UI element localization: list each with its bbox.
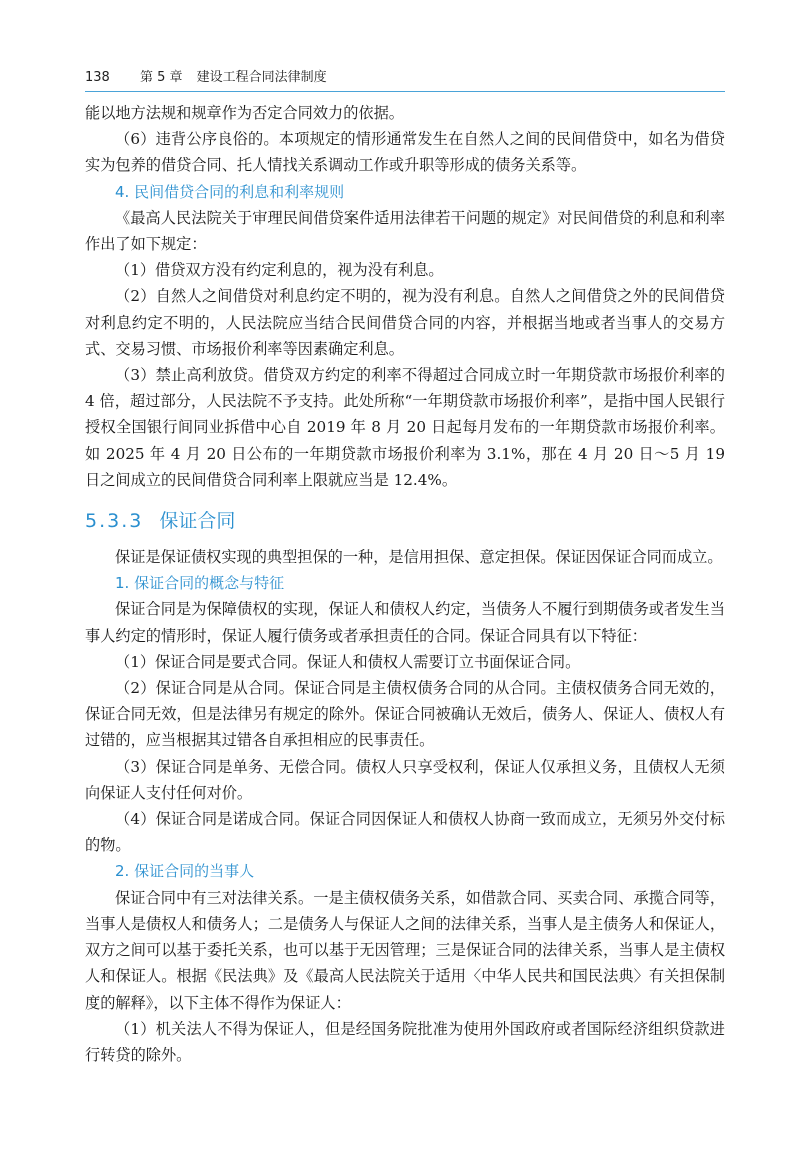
- paragraph: 《最高人民法院关于审理民间借贷案件适用法律若干问题的规定》对民间借贷的利息和利率作出了如下规定：: [85, 208, 725, 254]
- paragraph: （3）保证合同是单务、无偿合同。债权人只享受权利，保证人仅承担义务，且债权人无须向保证人支付任何对价。: [85, 757, 725, 802]
- paragraph: （2）自然人之间借贷对利息约定不明的，视为没有利息。自然人之间借贷之外的民间借贷对利息约定不明的，人民法院应当结合民间借贷合同的内容，并根据当地或者当事人的交易方式、交易习惯、市场报价利率等因素确定利息。: [85, 287, 725, 358]
- subsection-heading: 4. 民间借贷合同的利息和利率规则: [115, 182, 345, 201]
- paragraph: 能以地方法规和规章作为否定合同效力的依据。: [85, 104, 404, 122]
- subsection-heading: 1. 保证合同的概念与特征: [115, 574, 285, 593]
- paragraph: （3）禁止高利放贷。借贷双方约定的利率不得超过合同成立时一年期贷款市场报价利率的 4 倍，超过部分，人民法院不予支持。此处所称“一年期贷款市场报价利率”，是指中国人民银行授权全国银行间同业拆借中心自 2019 年 8 月 20 日起每月发布的一年期贷款市场报价利率。如 2025 年 4 月 20 日公布的一年期贷款市场报价利率为 3.1%，那在 4 月 20 日～5 月 19 日之间成立的民间借贷合同利率上限就应当是 12.4%。: [85, 366, 725, 489]
- chapter-number: 第 5 章: [139, 70, 183, 85]
- paragraph: （1）机关法人不得为保证人，但是经国务院批准为使用外国政府或者国际经济组织贷款进行转贷的除外。: [85, 1019, 725, 1064]
- subsection-heading: 2. 保证合同的当事人: [115, 862, 255, 881]
- section-number: 5.3.3: [85, 510, 144, 533]
- page-header: [85, 66, 725, 85]
- section-heading: [85, 506, 725, 536]
- paragraph: 保证合同是为保障债权的实现，保证人和债权人约定，当债务人不履行到期债务或者发生当事人约定的情形时，保证人履行债务或者承担责任的合同。保证合同具有以下特征：: [85, 600, 725, 645]
- paragraph: （2）保证合同是从合同。保证合同是主债权债务合同的从合同。主债权债务合同无效的，保证合同无效，但是法律另有规定的除外。保证合同被确认无效后，债务人、保证人、债权人有过错的，应当根据其过错各自承担相应的民事责任。: [85, 679, 725, 750]
- page-body: [85, 100, 725, 1068]
- paragraph: （1）借贷双方没有约定利息的，视为没有利息。: [115, 261, 444, 280]
- paragraph: 保证合同中有三对法律关系。一是主债权债务关系，如借款合同、买卖合同、承揽合同等，当事人是债权人和债务人；二是债务人与保证人之间的法律关系，当事人是主债务人和保证人，双方之间可以基于委托关系，也可以基于无因管理；三是保证合同的法律关系，当事人是主债权人和保证人。根据《民法典》及《最高人民法院关于适用〈中华人民共和国民法典〉有关担保制度的解释》，以下主体不得作为保证人：: [85, 888, 725, 1012]
- section-title: 保证合同: [159, 510, 236, 533]
- paragraph: 保证是保证债权实现的典型担保的一种，是信用担保、意定担保。保证因保证合同而成立。: [115, 548, 723, 567]
- header-divider: [85, 91, 725, 92]
- paragraph: （6）违背公序良俗的。本项规定的情形通常发生在自然人之间的民间借贷中，如名为借贷实为包养的借贷合同、托人情找关系调动工作或升职等形成的债务关系等。: [85, 130, 725, 175]
- chapter-title: 建设工程合同法律制度: [196, 70, 327, 85]
- page-number: 138: [85, 70, 110, 85]
- paragraph: （4）保证合同是诺成合同。保证合同因保证人和债权人协商一致而成立，无须另外交付标的物。: [85, 810, 725, 855]
- paragraph: （1）保证合同是要式合同。保证人和债权人需要订立书面保证合同。: [115, 652, 581, 671]
